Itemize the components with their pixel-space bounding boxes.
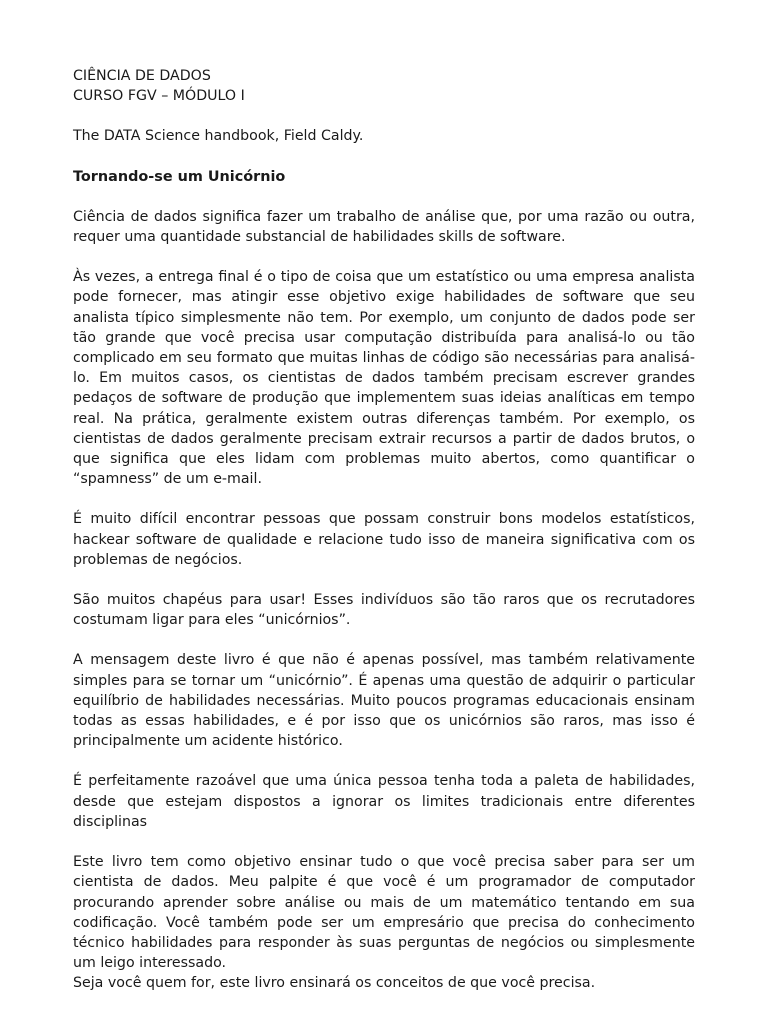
paragraph-7-closing: Seja você quem for, este livro ensinará os conceitos de que você precisa. [73,975,596,992]
paragraph-3: É muito difícil encontrar pessoas que possam construir bons modelos estatísticos, hackear software de qualidade e relacione tudo isso de maneira significativa com os problemas de negócios. [73,511,695,568]
document-page [73,66,695,994]
paragraph-6: É perfeitamente razoável que uma única pessoa tenha toda a paleta de habilidades, desde que estejam dispostos a ignorar os limites tradicionais entre diferentes disciplinas [73,773,695,830]
paragraph-2: Às vezes, a entrega final é o tipo de coisa que um estatístico ou uma empresa analista pode fornecer, mas atingir esse objetivo exige habilidades de software que seu analista típico simplesmente não tem. Por exemplo, um conjunto de dados pode ser tão grande que você precisa usar computação distribuída para analisá-lo ou tão complicado em seu formato que muitas linhas de código são necessárias para analisá-lo. Em muitos casos, os cientistas de dados também precisam escrever grandes pedaços de software de produção que implementem suas ideias analíticas em tempo real. Na prática, geralmente existem outras diferenças também. Por exemplo, os cientistas de dados geralmente precisam extrair recursos a partir de dados brutos, o que significa que eles lidam com problemas muito abertos, como quantificar o “spamness” de um e-mail. [73,269,695,488]
source-citation: The DATA Science handbook, Field Caldy. [73,128,364,145]
paragraph-4: São muitos chapéus para usar! Esses indivíduos são tão raros que os recrutadores costumam ligar para eles “unicórnios”. [73,592,695,629]
course-title: CIÊNCIA DE DADOS [73,68,211,84]
paragraph-7-body: Este livro tem como objetivo ensinar tudo o que você precisa saber para ser um cientista de dados. Meu palpite é que você é um programador de computador procurando aprender sobre análise ou mais de um matemático tentando em sua codificação. Você também pode ser um empresário que precisa do conhecimento técnico habilidades para responder às suas perguntas de negócios ou simplesmente um leigo interessado. [73,854,695,972]
paragraph-1: Ciência de dados significa fazer um trabalho de análise que, por uma razão ou outra, requer uma quantidade substancial de habilidades skills de software. [73,208,695,246]
paragraph-7 [73,852,695,993]
paragraph-5: A mensagem deste livro é que não é apenas possível, mas também relativamente simples para se tornar um “unicórnio”. É apenas uma questão de adquirir o particular equilíbrio de habilidades necessárias. Muito poucos programas educacionais ensinam todas as essas habilidades, e é por isso que os unicórnios são raros, mas isso é principalmente um acidente histórico. [73,652,695,750]
course-module: CURSO FGV – MÓDULO I [73,88,245,105]
section-title: Tornando-se um Unicórnio [73,168,286,185]
